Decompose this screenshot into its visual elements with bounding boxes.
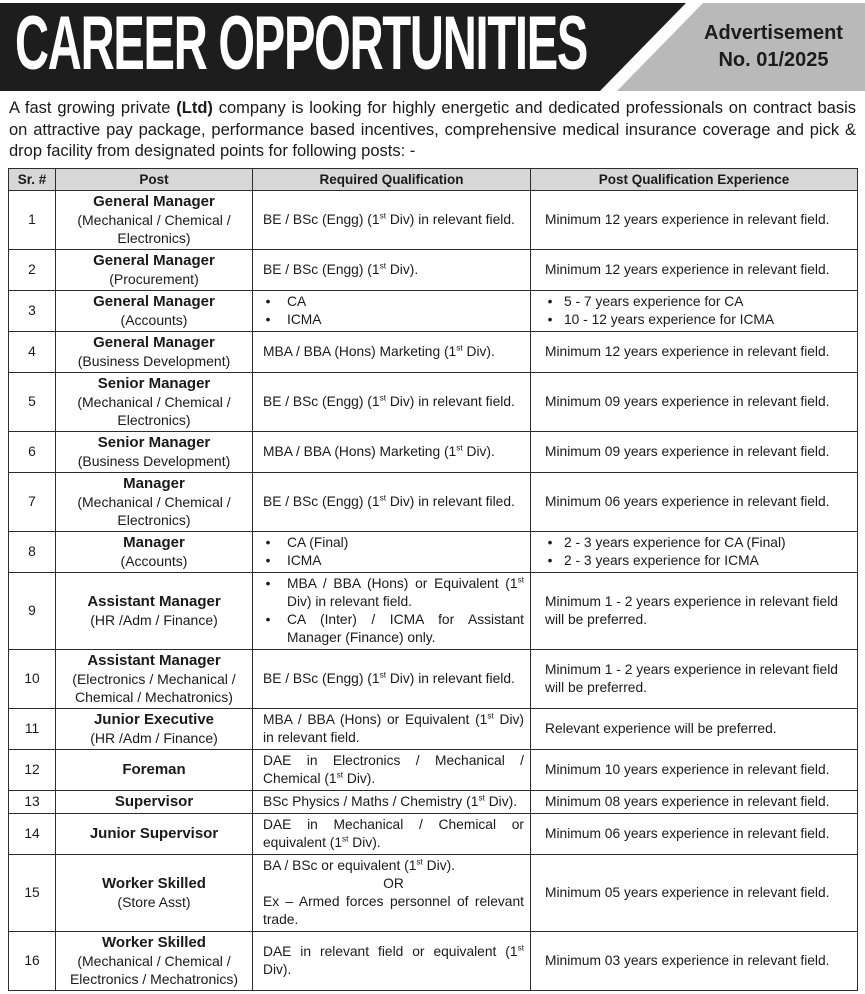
table-row bbox=[9, 431, 858, 472]
sr-number: 2 bbox=[9, 249, 56, 290]
post-cell bbox=[56, 572, 253, 649]
experience-cell bbox=[531, 331, 858, 372]
sr-number: 7 bbox=[9, 472, 56, 531]
post-cell bbox=[56, 931, 253, 990]
post-title: General Manager bbox=[93, 251, 215, 269]
cell-line: Minimum 06 years experience in relevant field. bbox=[545, 493, 830, 509]
post-cell bbox=[56, 290, 253, 331]
qualification-cell bbox=[253, 708, 531, 749]
cell-line: Minimum 03 years experience in relevant field. bbox=[545, 952, 830, 968]
sr-number: 1 bbox=[9, 190, 56, 249]
intro-paragraph: A fast growing private (Ltd) company is looking for highly energetic and dedicated professionals on contract basis on attractive pay package, performance based incentives, comprehensive medical insurance coverage and pick & drop facility from designated points for following posts: - bbox=[9, 99, 856, 160]
post-cell bbox=[56, 790, 253, 813]
qualification-cell bbox=[253, 749, 531, 790]
bullet-item bbox=[263, 311, 524, 329]
experience-cell bbox=[531, 190, 858, 249]
qualification-cell bbox=[253, 931, 531, 990]
bullet-item bbox=[545, 534, 851, 552]
cell-line: Minimum 05 years experience in relevant field. bbox=[545, 884, 830, 900]
cell-line: OR bbox=[383, 875, 404, 891]
post-department: (Accounts) bbox=[120, 552, 188, 569]
cell-line: BE / BSc (Engg) (1st Div) in relevant field. bbox=[263, 392, 515, 409]
experience-cell bbox=[531, 472, 858, 531]
bullet-text: 2 - 3 years experience for CA (Final) bbox=[564, 534, 786, 550]
post-cell bbox=[56, 372, 253, 431]
bullet-icon: • bbox=[265, 534, 271, 550]
sr-number: 5 bbox=[9, 372, 56, 431]
bullet-icon: • bbox=[265, 552, 271, 568]
cell-line: Minimum 10 years experience in relevant field. bbox=[545, 761, 830, 777]
qualification-cell bbox=[253, 249, 531, 290]
sr-number: 11 bbox=[9, 708, 56, 749]
experience-cell bbox=[531, 372, 858, 431]
experience-cell bbox=[531, 813, 858, 854]
experience-cell bbox=[531, 790, 858, 813]
bullet-icon: • bbox=[265, 293, 271, 309]
post-cell bbox=[56, 190, 253, 249]
qualification-cell bbox=[253, 372, 531, 431]
post-title: Foreman bbox=[122, 760, 186, 778]
cell-line: Minimum 06 years experience in relevant field. bbox=[545, 825, 830, 841]
bullet-text: MBA / BBA (Hons) or Equivalent (1st Div) in relevant field. bbox=[287, 574, 524, 609]
experience-cell bbox=[531, 431, 858, 472]
post-cell bbox=[56, 249, 253, 290]
bullet-item bbox=[545, 552, 851, 570]
bullet-icon: • bbox=[547, 552, 553, 568]
cell-line: Minimum 1 - 2 years experience in relevant field will be preferred. bbox=[545, 661, 838, 695]
cell-line: Minimum 09 years experience in relevant field. bbox=[545, 393, 830, 409]
cell-line: Minimum 1 - 2 years experience in relevant field will be preferred. bbox=[545, 593, 838, 627]
post-title: Senior Manager bbox=[97, 374, 211, 392]
table-row bbox=[9, 331, 858, 372]
post-title: Manager bbox=[123, 474, 185, 492]
experience-cell bbox=[531, 290, 858, 331]
experience-cell bbox=[531, 708, 858, 749]
bullet-text: CA (Final) bbox=[287, 534, 349, 550]
post-cell bbox=[56, 854, 253, 931]
post-cell bbox=[56, 472, 253, 531]
post-title: General Manager bbox=[93, 292, 215, 310]
sr-number: 8 bbox=[9, 531, 56, 572]
post-title: Junior Supervisor bbox=[89, 824, 219, 842]
qualification-cell bbox=[253, 431, 531, 472]
post-title: Worker Skilled bbox=[102, 874, 206, 892]
cell-line: Minimum 09 years experience in relevant field. bbox=[545, 443, 830, 459]
post-cell bbox=[56, 331, 253, 372]
post-title: Junior Executive bbox=[93, 710, 215, 728]
cell-line: MBA / BBA (Hons) or Equivalent (1st Div) in relevant field. bbox=[263, 710, 524, 745]
cell-line: DAE in relevant field or equivalent (1st Div). bbox=[263, 942, 524, 977]
cell-line: Minimum 08 years experience in relevant field. bbox=[545, 793, 830, 809]
table-row bbox=[9, 854, 858, 931]
banner bbox=[0, 0, 865, 91]
post-department: (Electronics / Mechanical / Chemical / Mechatronics) bbox=[72, 670, 236, 705]
sr-number: 13 bbox=[9, 790, 56, 813]
post-department: (Business Development) bbox=[77, 452, 231, 469]
post-title: Manager bbox=[123, 533, 185, 551]
bullet-item bbox=[263, 293, 524, 311]
post-department: (HR /Adm / Finance) bbox=[90, 729, 218, 746]
cell-line: MBA / BBA (Hons) Marketing (1st Div). bbox=[263, 442, 495, 459]
qualification-cell bbox=[253, 290, 531, 331]
table-row bbox=[9, 931, 858, 990]
table-row bbox=[9, 290, 858, 331]
experience-cell bbox=[531, 249, 858, 290]
bullet-text: 2 - 3 years experience for ICMA bbox=[564, 552, 759, 568]
bullet-icon: • bbox=[265, 575, 271, 591]
cell-line: Relevant experience will be preferred. bbox=[545, 720, 777, 736]
page-title: CAREER OPPORTUNITIES bbox=[15, 0, 588, 86]
bullet-text: CA (Inter) / ICMA for Assistant Manager (Finance) only. bbox=[287, 611, 524, 645]
col-header-qualification: Required Qualification bbox=[253, 168, 531, 190]
post-cell bbox=[56, 749, 253, 790]
cell-line: DAE in Electronics / Mechanical / Chemical (1st Div). bbox=[263, 752, 524, 786]
cell-line: BSc Physics / Maths / Chemistry (1st Div). bbox=[263, 792, 518, 809]
post-cell bbox=[56, 531, 253, 572]
table-row bbox=[9, 649, 858, 708]
bullet-text: CA bbox=[287, 293, 307, 309]
post-title: Worker Skilled bbox=[102, 933, 206, 951]
post-department: (Mechanical / Chemical / Electronics) bbox=[77, 211, 231, 246]
post-cell bbox=[56, 708, 253, 749]
table-row bbox=[9, 790, 858, 813]
bullet-item bbox=[263, 575, 524, 611]
posts-table bbox=[8, 168, 858, 991]
bullet-icon: • bbox=[547, 311, 553, 327]
post-department: (Mechanical / Chemical / Electronics) bbox=[77, 393, 231, 428]
post-title: Senior Manager bbox=[97, 433, 211, 451]
qualification-cell bbox=[253, 472, 531, 531]
sr-number: 14 bbox=[9, 813, 56, 854]
cell-line: Ex – Armed forces personnel of relevant trade. bbox=[263, 893, 524, 927]
advertisement-number-label bbox=[690, 3, 857, 91]
sr-number: 16 bbox=[9, 931, 56, 990]
cell-line: DAE in Mechanical / Chemical or equivalent (1st Div). bbox=[263, 816, 524, 850]
table-header-row bbox=[9, 168, 858, 190]
bullet-item bbox=[545, 293, 851, 311]
table-row bbox=[9, 372, 858, 431]
sr-number: 15 bbox=[9, 854, 56, 931]
cell-line: Minimum 12 years experience in relevant field. bbox=[545, 211, 830, 227]
bullet-icon: • bbox=[547, 293, 553, 309]
advertisement-word: Advertisement bbox=[704, 22, 843, 44]
post-title: Assistant Manager bbox=[87, 651, 221, 669]
table-row bbox=[9, 749, 858, 790]
sr-number: 10 bbox=[9, 649, 56, 708]
sr-number: 3 bbox=[9, 290, 56, 331]
post-department: (Procurement) bbox=[109, 270, 199, 287]
col-header-post: Post bbox=[56, 168, 253, 190]
bullet-icon: • bbox=[547, 534, 553, 550]
experience-cell bbox=[531, 854, 858, 931]
post-department: (Store Asst) bbox=[117, 893, 191, 910]
qualification-cell bbox=[253, 531, 531, 572]
bullet-text: 5 - 7 years experience for CA bbox=[564, 293, 744, 309]
cell-line: BA / BSc or equivalent (1st Div). bbox=[263, 856, 456, 873]
bullet-icon: • bbox=[265, 311, 271, 327]
sr-number: 6 bbox=[9, 431, 56, 472]
post-cell bbox=[56, 813, 253, 854]
experience-cell bbox=[531, 531, 858, 572]
post-department: (Mechanical / Chemical / Electronics / Mechatronics) bbox=[69, 952, 239, 987]
bullet-item bbox=[263, 552, 524, 570]
table-row bbox=[9, 190, 858, 249]
table-row bbox=[9, 531, 858, 572]
post-cell bbox=[56, 649, 253, 708]
qualification-cell bbox=[253, 331, 531, 372]
experience-cell bbox=[531, 749, 858, 790]
sr-number: 9 bbox=[9, 572, 56, 649]
bullet-item bbox=[545, 311, 851, 329]
cell-line: MBA / BBA (Hons) Marketing (1st Div). bbox=[263, 342, 495, 359]
experience-cell bbox=[531, 931, 858, 990]
post-department: (HR /Adm / Finance) bbox=[90, 611, 218, 628]
post-title: General Manager bbox=[93, 192, 215, 210]
post-title: Assistant Manager bbox=[87, 592, 221, 610]
cell-line: BE / BSc (Engg) (1st Div). bbox=[263, 260, 419, 277]
post-department: (Accounts) bbox=[120, 311, 188, 328]
bullet-text: ICMA bbox=[287, 311, 322, 327]
post-department: (Business Development) bbox=[77, 352, 231, 369]
post-title: Supervisor bbox=[114, 792, 194, 810]
sr-number: 4 bbox=[9, 331, 56, 372]
post-department: (Mechanical / Chemical / Electronics) bbox=[77, 493, 231, 528]
table-row bbox=[9, 813, 858, 854]
bullet-item bbox=[263, 534, 524, 552]
qualification-cell bbox=[253, 190, 531, 249]
bullet-icon: • bbox=[265, 611, 271, 627]
qualification-cell bbox=[253, 854, 531, 931]
cell-line: BE / BSc (Engg) (1st Div) in relevant field. bbox=[263, 669, 515, 686]
post-title: General Manager bbox=[93, 333, 215, 351]
cell-line: BE / BSc (Engg) (1st Div) in relevant field. bbox=[263, 210, 515, 227]
cell-line: Minimum 12 years experience in relevant field. bbox=[545, 261, 830, 277]
sr-number: 12 bbox=[9, 749, 56, 790]
bullet-text: 10 - 12 years experience for ICMA bbox=[564, 311, 775, 327]
advertisement-number: No. 01/2025 bbox=[718, 49, 829, 71]
experience-cell bbox=[531, 649, 858, 708]
table-row bbox=[9, 472, 858, 531]
experience-cell bbox=[531, 572, 858, 649]
post-cell bbox=[56, 431, 253, 472]
qualification-cell bbox=[253, 813, 531, 854]
table-row bbox=[9, 708, 858, 749]
qualification-cell bbox=[253, 649, 531, 708]
bullet-item bbox=[263, 611, 524, 647]
bullet-text: ICMA bbox=[287, 552, 322, 568]
qualification-cell bbox=[253, 572, 531, 649]
col-header-sr: Sr. # bbox=[9, 168, 56, 190]
qualification-cell bbox=[253, 790, 531, 813]
table-row bbox=[9, 249, 858, 290]
col-header-experience: Post Qualification Experience bbox=[531, 168, 858, 190]
table-row bbox=[9, 572, 858, 649]
cell-line: Minimum 12 years experience in relevant field. bbox=[545, 343, 830, 359]
cell-line: BE / BSc (Engg) (1st Div) in relevant filed. bbox=[263, 492, 515, 509]
